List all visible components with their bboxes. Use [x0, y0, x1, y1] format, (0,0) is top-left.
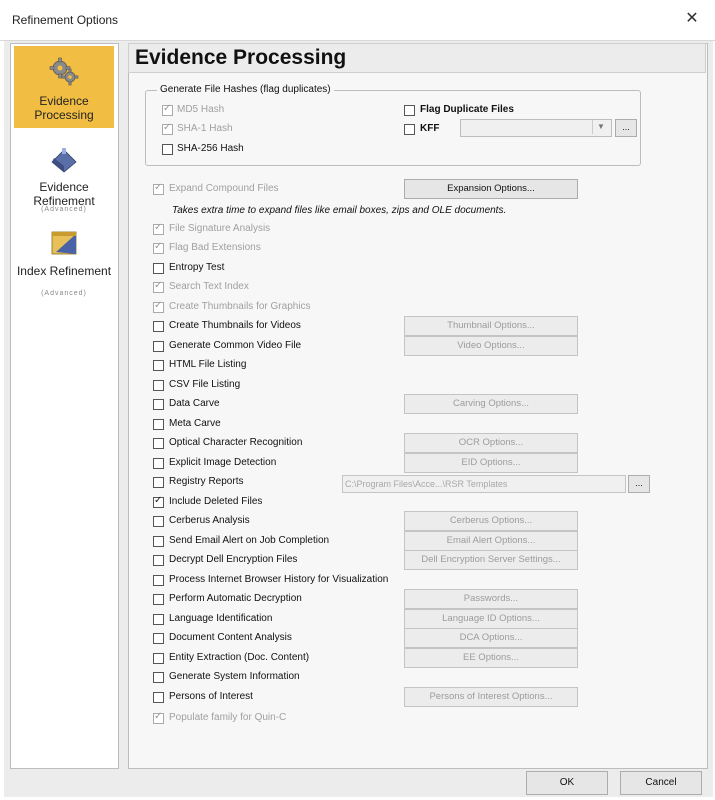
check-icon: ✓ [154, 182, 163, 193]
sha256-checkbox[interactable] [162, 144, 173, 155]
data-carve-label: Data Carve [169, 398, 220, 409]
sha256-label: SHA-256 Hash [177, 143, 244, 154]
sidebar-item-sublabel: (Advanced) [41, 206, 87, 213]
quin-c-label: Populate family for Quin-C [169, 712, 287, 723]
meta-carve-checkbox[interactable] [153, 419, 164, 430]
entropy-test-label: Entropy Test [169, 262, 225, 273]
sha1-checkbox[interactable] [162, 124, 173, 135]
email-alert-checkbox[interactable] [153, 536, 164, 547]
md5-checkbox[interactable] [162, 105, 173, 116]
cancel-button[interactable]: Cancel [620, 771, 702, 795]
thumbnails-graphics-label: Create Thumbnails for Graphics [169, 301, 311, 312]
flag-duplicates-label: Flag Duplicate Files [420, 104, 514, 115]
system-info-label: Generate System Information [169, 671, 300, 682]
file-signature-checkbox[interactable] [153, 224, 164, 235]
kff-select[interactable] [460, 119, 612, 137]
check-icon: ✓ [154, 300, 163, 311]
file-signature-label: File Signature Analysis [169, 223, 271, 234]
csv-listing-label: CSV File Listing [169, 379, 241, 390]
chevron-down-icon[interactable]: ▼ [592, 120, 609, 134]
language-id-options-button[interactable]: Language ID Options... [404, 609, 578, 629]
flag-bad-extensions-label: Flag Bad Extensions [169, 242, 261, 253]
window-title: Refinement Options [12, 13, 119, 27]
expand-compound-checkbox[interactable] [153, 184, 164, 195]
system-info-checkbox[interactable] [153, 672, 164, 683]
kff-checkbox[interactable] [404, 124, 415, 135]
check-icon: ✓ [154, 280, 163, 291]
flag-duplicates-checkbox[interactable] [404, 105, 415, 116]
auto-decryption-checkbox[interactable] [153, 594, 164, 605]
common-video-label: Generate Common Video File [169, 340, 302, 351]
dell-encryption-settings-button[interactable]: Dell Encryption Server Settings... [404, 550, 578, 570]
eid-checkbox[interactable] [153, 458, 164, 469]
registry-reports-label: Registry Reports [169, 476, 244, 487]
gears-icon [48, 56, 80, 88]
check-icon: ✓ [163, 103, 172, 114]
include-deleted-checkbox[interactable] [153, 497, 164, 508]
sidebar-item-label: Index Refinement [16, 264, 112, 278]
page-title: Evidence Processing [135, 46, 347, 69]
dell-encryption-label: Decrypt Dell Encryption Files [169, 554, 298, 565]
csv-listing-checkbox[interactable] [153, 380, 164, 391]
video-options-button[interactable]: Video Options... [404, 336, 578, 356]
common-video-checkbox[interactable] [153, 341, 164, 352]
thumbnails-graphics-checkbox[interactable] [153, 302, 164, 313]
dca-label: Document Content Analysis [169, 632, 292, 643]
sha1-label: SHA-1 Hash [177, 123, 233, 134]
registry-path-input[interactable]: C:\Program Files\Acce...\RSR Templates [342, 475, 626, 493]
index-refinement-icon [48, 226, 80, 258]
passwords-button[interactable]: Passwords... [404, 589, 578, 609]
sidebar-item-evidence-refinement[interactable] [14, 132, 114, 214]
cerberus-label: Cerberus Analysis [169, 515, 250, 526]
check-icon: ✓ [154, 495, 163, 506]
auto-decryption-label: Perform Automatic Decryption [169, 593, 302, 604]
search-text-index-label: Search Text Index [169, 281, 249, 292]
eid-options-button[interactable]: EID Options... [404, 453, 578, 473]
sidebar-item-index-refinement[interactable] [14, 216, 114, 298]
cerberus-checkbox[interactable] [153, 516, 164, 527]
sidebar-item-evidence-processing[interactable] [14, 46, 114, 128]
registry-browse-button[interactable]: ... [628, 475, 650, 493]
entropy-test-checkbox[interactable] [153, 263, 164, 274]
quin-c-checkbox[interactable] [153, 713, 164, 724]
md5-label: MD5 Hash [177, 104, 225, 115]
include-deleted-label: Include Deleted Files [169, 496, 263, 507]
eid-label: Explicit Image Detection [169, 457, 277, 468]
thumbnail-options-button[interactable]: Thumbnail Options... [404, 316, 578, 336]
language-id-checkbox[interactable] [153, 614, 164, 625]
registry-reports-checkbox[interactable] [153, 477, 164, 488]
ocr-checkbox[interactable] [153, 438, 164, 449]
entity-extraction-label: Entity Extraction (Doc. Content) [169, 652, 310, 663]
check-icon: ✓ [154, 222, 163, 233]
html-listing-checkbox[interactable] [153, 360, 164, 371]
cerberus-options-button[interactable]: Cerberus Options... [404, 511, 578, 531]
expand-compound-label: Expand Compound Files [169, 183, 279, 194]
ok-button[interactable]: OK [526, 771, 608, 795]
check-icon: ✓ [154, 711, 163, 722]
close-icon[interactable]: ✕ [685, 10, 699, 27]
thumbnails-videos-checkbox[interactable] [153, 321, 164, 332]
entity-extraction-checkbox[interactable] [153, 653, 164, 664]
expand-note: Takes extra time to expand files like email boxes, zips and OLE documents. [172, 205, 507, 216]
browser-history-label: Process Internet Browser History for Visualization [169, 574, 389, 585]
dca-options-button[interactable]: DCA Options... [404, 628, 578, 648]
sidebar-item-label: Evidence Refinement [33, 180, 95, 208]
search-text-index-checkbox[interactable] [153, 282, 164, 293]
flag-bad-extensions-checkbox[interactable] [153, 243, 164, 254]
data-carve-checkbox[interactable] [153, 399, 164, 410]
check-icon: ✓ [154, 241, 163, 252]
expansion-options-button[interactable]: Expansion Options... [404, 179, 578, 199]
ocr-options-button[interactable]: OCR Options... [404, 433, 578, 453]
hash-group-label: Generate File Hashes (flag duplicates) [157, 84, 334, 95]
evidence-refinement-icon [48, 142, 80, 174]
kff-label: KFF [420, 123, 440, 134]
persons-of-interest-label: Persons of Interest [169, 691, 253, 702]
ocr-label: Optical Character Recognition [169, 437, 303, 448]
meta-carve-label: Meta Carve [169, 418, 221, 429]
sidebar-item-label: Evidence Processing [34, 94, 94, 122]
language-id-label: Language Identification [169, 613, 273, 624]
dca-checkbox[interactable] [153, 633, 164, 644]
browser-history-checkbox[interactable] [153, 575, 164, 586]
email-alert-options-button[interactable]: Email Alert Options... [404, 531, 578, 551]
check-icon: ✓ [163, 122, 172, 133]
dell-encryption-checkbox[interactable] [153, 555, 164, 566]
ee-options-button[interactable]: EE Options... [404, 648, 578, 668]
persons-of-interest-checkbox[interactable] [153, 692, 164, 703]
sidebar-item-sublabel: (Advanced) [41, 290, 87, 297]
persons-of-interest-options-button[interactable]: Persons of Interest Options... [404, 687, 578, 707]
html-listing-label: HTML File Listing [169, 359, 247, 370]
kff-browse-button[interactable]: ... [615, 119, 637, 137]
thumbnails-videos-label: Create Thumbnails for Videos [169, 320, 301, 331]
carving-options-button[interactable]: Carving Options... [404, 394, 578, 414]
email-alert-label: Send Email Alert on Job Completion [169, 535, 330, 546]
